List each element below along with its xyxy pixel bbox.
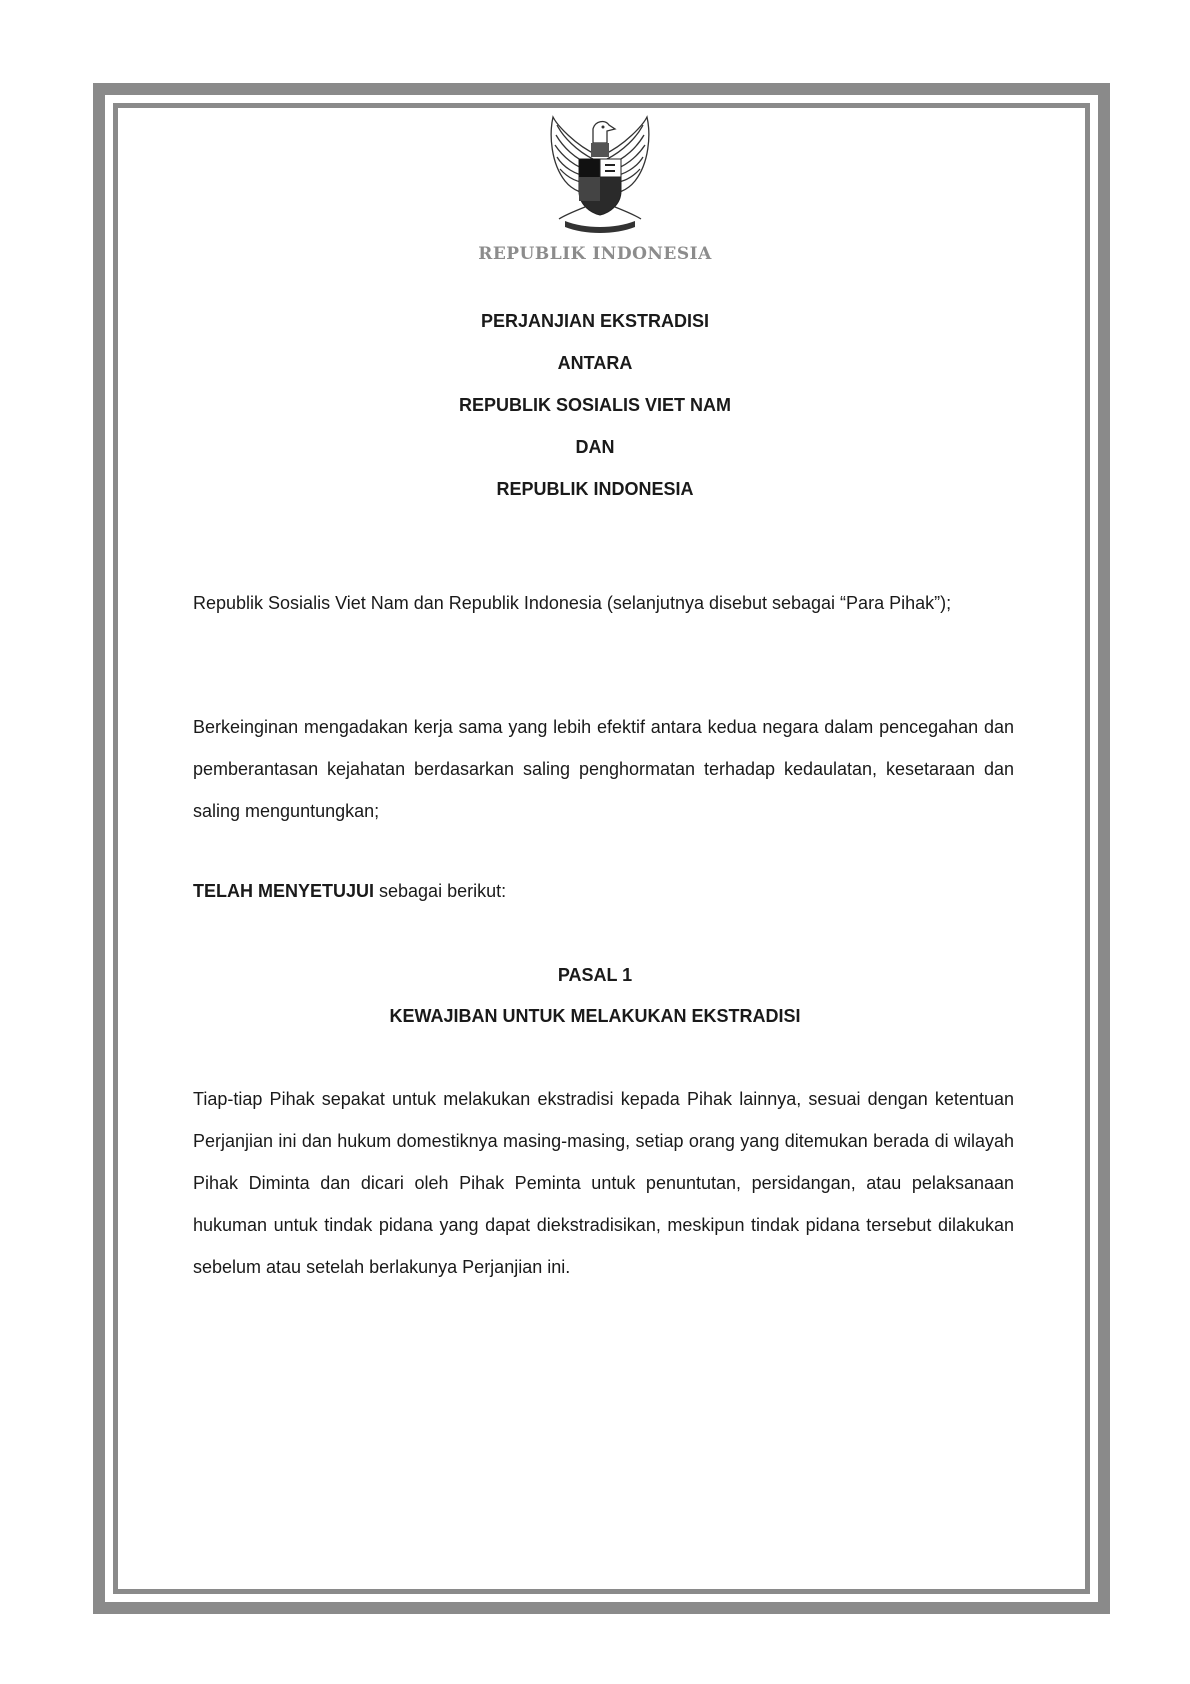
- title-line-2: ANTARA: [557, 353, 633, 373]
- article-body: Tiap-tiap Pihak sepakat untuk melakukan ekstradisi kepada Pihak lainnya, sesuai dengan ketentuan Perjanjian ini dan hukum domestiknya masing-masing, setiap orang yang ditemukan berada di wilayah Pihak Diminta dan dicari oleh Pihak Peminta untuk penuntutan, persidangan, atau pelaksanaan hukuman untuk tindak pidana yang dapat diekstradisikan, meskipun tindak pidana tersebut dilakukan sebelum atau setelah berlakunya Perjanjian ini.: [193, 1089, 1014, 1277]
- article-number: PASAL 1: [557, 965, 633, 985]
- title-line-4: DAN: [575, 437, 615, 457]
- title-line-3: REPUBLIK SOSIALIS VIET NAM: [458, 395, 732, 415]
- preamble-agreed: [193, 870, 1014, 912]
- garuda-emblem-icon: [535, 115, 665, 243]
- agreed-rest: sebagai berikut:: [374, 881, 507, 901]
- title-line-5: REPUBLIK INDONESIA: [496, 479, 694, 499]
- treaty-title: [0, 300, 1190, 510]
- emblem-caption: REPUBLIK INDONESIA: [478, 244, 712, 264]
- article-heading: KEWAJIBAN UNTUK MELAKUKAN EKSTRADISI: [389, 1006, 801, 1026]
- title-line-1: PERJANJIAN EKSTRADISI: [480, 311, 710, 331]
- agreed-bold: TELAH MENYETUJUI: [193, 881, 375, 901]
- preamble-parties: Republik Sosialis Viet Nam dan Republik Indonesia (selanjutnya disebut sebagai “Para Pihak”);: [193, 593, 952, 613]
- preamble-desiring: Berkeinginan mengadakan kerja sama yang lebih efektif antara kedua negara dalam pencegahan dan pemberantasan kejahatan berdasarkan saling penghormatan terhadap kedaulatan, kesetaraan dan saling menguntungkan;: [193, 717, 1014, 821]
